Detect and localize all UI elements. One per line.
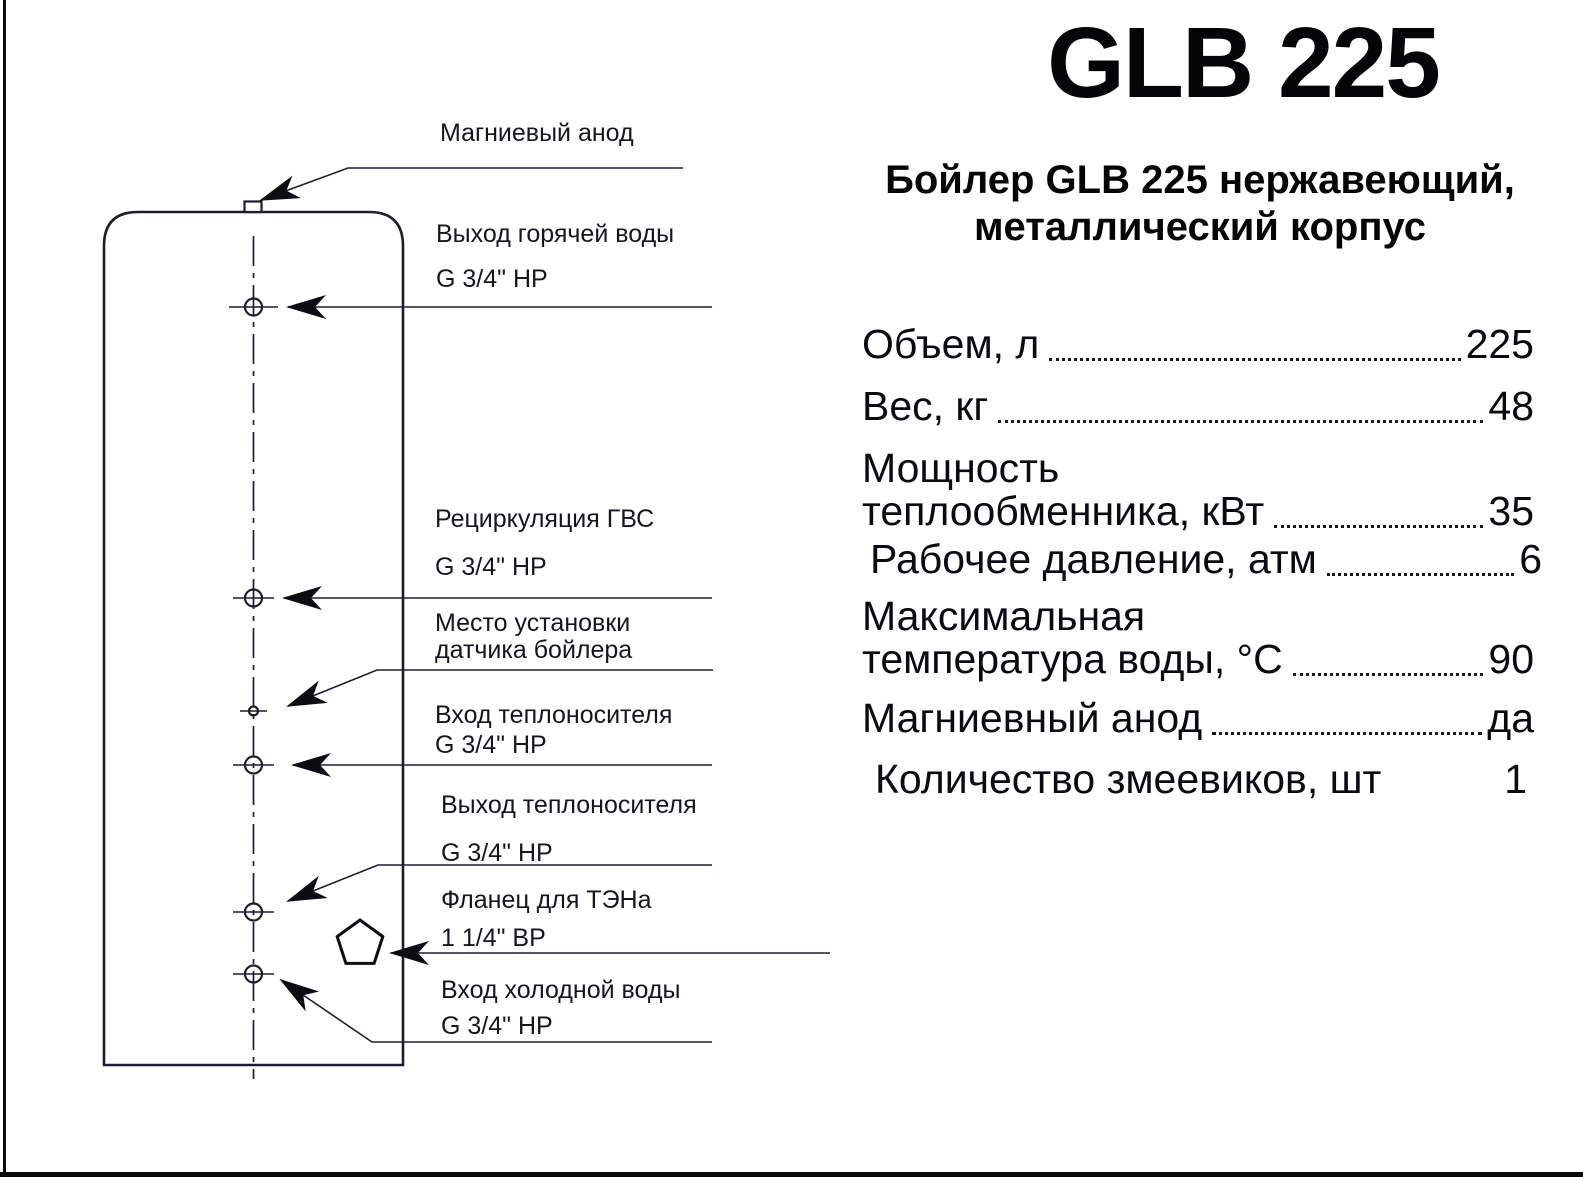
callout-recirculation-label: Рециркуляция ГВС <box>435 505 655 533</box>
callout-recirculation-size: G 3/4" НР <box>435 553 547 581</box>
spec-row-power <box>862 486 1534 538</box>
callout-cold-water-label: Вход холодной воды <box>441 976 681 1004</box>
callout-sensor-line2: датчика бойлера <box>435 636 633 664</box>
spec-row-coils <box>862 754 1547 806</box>
callout-heat-in-size: G 3/4" НР <box>435 731 547 759</box>
spec-label-power-line1: Мощность <box>862 445 1060 491</box>
subtitle-line1: Бойлер GLB 225 нержавеющий, <box>885 158 1515 202</box>
spec-value-weight: 48 <box>1488 383 1534 429</box>
dotted-leader <box>1293 673 1484 676</box>
spec-row-max-temp <box>862 634 1534 686</box>
dotted-leader <box>1274 525 1483 528</box>
callout-heat-out-size: G 3/4" НР <box>441 839 553 867</box>
spec-value-power: 35 <box>1488 488 1534 534</box>
fitting-heat-medium-out <box>233 904 274 921</box>
model-title: GLB 225 <box>1047 7 1439 119</box>
spec-value-max-temp: 90 <box>1488 636 1534 682</box>
spec-row-pressure <box>862 534 1542 586</box>
anode-square <box>245 202 262 213</box>
callout-flange-label: Фланец для ТЭНа <box>441 886 652 914</box>
dotted-leader <box>1327 573 1514 576</box>
callout-cold-water-size: G 3/4" НР <box>441 1012 553 1040</box>
callout-flange-size: 1 1/4" ВР <box>441 924 546 952</box>
spec-label-coils: Количество змеевиков, шт <box>875 756 1382 802</box>
spec-label-max-temp-line1: Максимальная <box>862 593 1146 639</box>
fitting-heat-medium-in <box>233 757 274 774</box>
spec-label-max-temp-line2: температура воды, °С <box>862 636 1283 682</box>
callout-hot-water-label: Выход горячей воды <box>436 220 675 248</box>
spec-label-pressure: Рабочее давление, атм <box>870 536 1317 582</box>
spec-label-volume: Объем, л <box>862 321 1040 367</box>
spec-value-pressure: 6 <box>1519 536 1542 582</box>
leader-anode <box>261 168 683 200</box>
dotted-leader <box>998 420 1483 423</box>
spec-label-power-line2: теплообменника, кВт <box>862 488 1265 534</box>
callout-heat-out-label: Выход теплоносителя <box>441 791 697 819</box>
spec-row-weight <box>862 381 1534 433</box>
spec-value-anode: да <box>1487 695 1534 741</box>
spec-label-anode: Магниевный анод <box>862 695 1203 741</box>
heater-flange-pentagon <box>337 920 383 963</box>
subtitle-line2: металлический корпус <box>973 205 1427 249</box>
callout-anode-label: Магниевый анод <box>440 119 634 147</box>
callout-sensor-line1: Место установки <box>435 609 631 637</box>
dotted-leader <box>1049 358 1460 361</box>
spec-value-volume: 225 <box>1465 321 1534 367</box>
spec-row-volume <box>862 319 1534 371</box>
spec-row-anode <box>862 693 1534 745</box>
spec-label-weight: Вес, кг <box>862 383 989 429</box>
callout-heat-in-label: Вход теплоносителя <box>435 701 673 729</box>
callout-hot-water-size: G 3/4" НР <box>436 265 548 293</box>
dotted-leader <box>1212 732 1482 735</box>
spec-value-coils: 1 <box>1504 756 1527 802</box>
